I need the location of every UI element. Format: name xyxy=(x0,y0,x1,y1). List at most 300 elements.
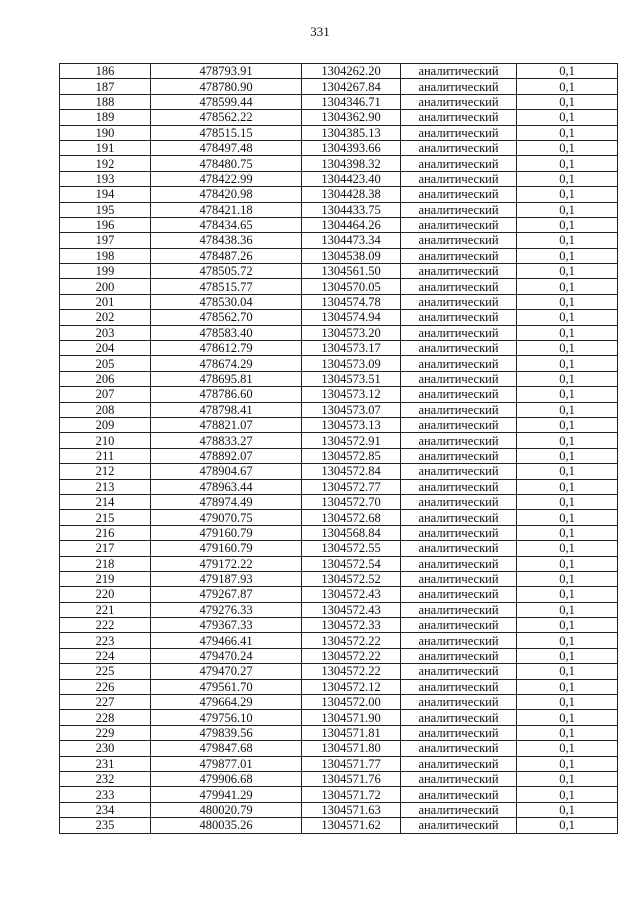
table-row xyxy=(60,664,618,679)
table-row xyxy=(60,264,618,279)
point-number-cell: 230 xyxy=(60,741,151,756)
table-row xyxy=(60,187,618,202)
accuracy-cell: 0,1 xyxy=(517,695,618,710)
point-number-cell: 234 xyxy=(60,802,151,817)
x-coordinate-cell: 479267.87 xyxy=(151,587,302,602)
method-cell: аналитический xyxy=(401,110,517,125)
y-coordinate-cell: 1304572.43 xyxy=(302,587,401,602)
x-coordinate-cell: 478780.90 xyxy=(151,79,302,94)
x-coordinate-cell: 478438.36 xyxy=(151,233,302,248)
table-row xyxy=(60,541,618,556)
table-row xyxy=(60,125,618,140)
point-number-cell: 227 xyxy=(60,695,151,710)
table-row xyxy=(60,417,618,432)
table-row xyxy=(60,787,618,802)
y-coordinate-cell: 1304573.51 xyxy=(302,371,401,386)
method-cell: аналитический xyxy=(401,433,517,448)
method-cell: аналитический xyxy=(401,417,517,432)
x-coordinate-cell: 478487.26 xyxy=(151,248,302,263)
accuracy-cell: 0,1 xyxy=(517,64,618,79)
point-number-cell: 222 xyxy=(60,618,151,633)
method-cell: аналитический xyxy=(401,741,517,756)
method-cell: аналитический xyxy=(401,187,517,202)
x-coordinate-cell: 479160.79 xyxy=(151,541,302,556)
method-cell: аналитический xyxy=(401,802,517,817)
accuracy-cell: 0,1 xyxy=(517,356,618,371)
method-cell: аналитический xyxy=(401,541,517,556)
point-number-cell: 213 xyxy=(60,479,151,494)
point-number-cell: 188 xyxy=(60,94,151,109)
method-cell: аналитический xyxy=(401,140,517,155)
point-number-cell: 187 xyxy=(60,79,151,94)
point-number-cell: 217 xyxy=(60,541,151,556)
method-cell: аналитический xyxy=(401,371,517,386)
y-coordinate-cell: 1304572.22 xyxy=(302,633,401,648)
y-coordinate-cell: 1304572.33 xyxy=(302,618,401,633)
method-cell: аналитический xyxy=(401,202,517,217)
x-coordinate-cell: 478515.15 xyxy=(151,125,302,140)
table-row xyxy=(60,679,618,694)
point-number-cell: 193 xyxy=(60,171,151,186)
y-coordinate-cell: 1304423.40 xyxy=(302,171,401,186)
x-coordinate-cell: 479839.56 xyxy=(151,725,302,740)
x-coordinate-cell: 479847.68 xyxy=(151,741,302,756)
x-coordinate-cell: 480020.79 xyxy=(151,802,302,817)
table-row xyxy=(60,525,618,540)
x-coordinate-cell: 479070.75 xyxy=(151,510,302,525)
x-coordinate-cell: 479466.41 xyxy=(151,633,302,648)
x-coordinate-cell: 478480.75 xyxy=(151,156,302,171)
method-cell: аналитический xyxy=(401,710,517,725)
method-cell: аналитический xyxy=(401,494,517,509)
table-row xyxy=(60,202,618,217)
y-coordinate-cell: 1304428.38 xyxy=(302,187,401,202)
y-coordinate-cell: 1304573.12 xyxy=(302,387,401,402)
point-number-cell: 194 xyxy=(60,187,151,202)
y-coordinate-cell: 1304572.12 xyxy=(302,679,401,694)
y-coordinate-cell: 1304571.77 xyxy=(302,756,401,771)
method-cell: аналитический xyxy=(401,310,517,325)
y-coordinate-cell: 1304572.84 xyxy=(302,464,401,479)
y-coordinate-cell: 1304385.13 xyxy=(302,125,401,140)
accuracy-cell: 0,1 xyxy=(517,217,618,232)
y-coordinate-cell: 1304362.90 xyxy=(302,110,401,125)
point-number-cell: 233 xyxy=(60,787,151,802)
x-coordinate-cell: 478963.44 xyxy=(151,479,302,494)
point-number-cell: 229 xyxy=(60,725,151,740)
accuracy-cell: 0,1 xyxy=(517,110,618,125)
method-cell: аналитический xyxy=(401,79,517,94)
x-coordinate-cell: 478833.27 xyxy=(151,433,302,448)
x-coordinate-cell: 479561.70 xyxy=(151,679,302,694)
table-row xyxy=(60,325,618,340)
method-cell: аналитический xyxy=(401,156,517,171)
method-cell: аналитический xyxy=(401,510,517,525)
y-coordinate-cell: 1304574.78 xyxy=(302,294,401,309)
table-row xyxy=(60,448,618,463)
x-coordinate-cell: 478674.29 xyxy=(151,356,302,371)
table-row xyxy=(60,771,618,786)
x-coordinate-cell: 479877.01 xyxy=(151,756,302,771)
point-number-cell: 195 xyxy=(60,202,151,217)
table-row xyxy=(60,433,618,448)
y-coordinate-cell: 1304393.66 xyxy=(302,140,401,155)
point-number-cell: 231 xyxy=(60,756,151,771)
method-cell: аналитический xyxy=(401,679,517,694)
y-coordinate-cell: 1304573.09 xyxy=(302,356,401,371)
x-coordinate-cell: 478904.67 xyxy=(151,464,302,479)
method-cell: аналитический xyxy=(401,587,517,602)
method-cell: аналитический xyxy=(401,771,517,786)
x-coordinate-cell: 479756.10 xyxy=(151,710,302,725)
table-row xyxy=(60,279,618,294)
point-number-cell: 210 xyxy=(60,433,151,448)
y-coordinate-cell: 1304571.76 xyxy=(302,771,401,786)
accuracy-cell: 0,1 xyxy=(517,310,618,325)
method-cell: аналитический xyxy=(401,448,517,463)
y-coordinate-cell: 1304572.77 xyxy=(302,479,401,494)
accuracy-cell: 0,1 xyxy=(517,464,618,479)
point-number-cell: 191 xyxy=(60,140,151,155)
accuracy-cell: 0,1 xyxy=(517,264,618,279)
x-coordinate-cell: 478515.77 xyxy=(151,279,302,294)
accuracy-cell: 0,1 xyxy=(517,741,618,756)
table-row xyxy=(60,602,618,617)
table-row xyxy=(60,802,618,817)
table-row xyxy=(60,217,618,232)
x-coordinate-cell: 478562.22 xyxy=(151,110,302,125)
table-row xyxy=(60,648,618,663)
accuracy-cell: 0,1 xyxy=(517,341,618,356)
y-coordinate-cell: 1304571.90 xyxy=(302,710,401,725)
accuracy-cell: 0,1 xyxy=(517,756,618,771)
point-number-cell: 224 xyxy=(60,648,151,663)
accuracy-cell: 0,1 xyxy=(517,202,618,217)
accuracy-cell: 0,1 xyxy=(517,818,618,833)
accuracy-cell: 0,1 xyxy=(517,79,618,94)
table-row xyxy=(60,695,618,710)
point-number-cell: 189 xyxy=(60,110,151,125)
table-row xyxy=(60,171,618,186)
method-cell: аналитический xyxy=(401,341,517,356)
accuracy-cell: 0,1 xyxy=(517,494,618,509)
point-number-cell: 200 xyxy=(60,279,151,294)
x-coordinate-cell: 478786.60 xyxy=(151,387,302,402)
x-coordinate-cell: 478583.40 xyxy=(151,325,302,340)
y-coordinate-cell: 1304574.94 xyxy=(302,310,401,325)
y-coordinate-cell: 1304398.32 xyxy=(302,156,401,171)
table-row xyxy=(60,356,618,371)
x-coordinate-cell: 478695.81 xyxy=(151,371,302,386)
table-row xyxy=(60,571,618,586)
accuracy-cell: 0,1 xyxy=(517,387,618,402)
accuracy-cell: 0,1 xyxy=(517,448,618,463)
table-row xyxy=(60,556,618,571)
accuracy-cell: 0,1 xyxy=(517,587,618,602)
accuracy-cell: 0,1 xyxy=(517,571,618,586)
method-cell: аналитический xyxy=(401,248,517,263)
table-row xyxy=(60,233,618,248)
method-cell: аналитический xyxy=(401,618,517,633)
point-number-cell: 235 xyxy=(60,818,151,833)
y-coordinate-cell: 1304572.68 xyxy=(302,510,401,525)
method-cell: аналитический xyxy=(401,94,517,109)
coordinates-table-body xyxy=(60,64,618,834)
table-row xyxy=(60,371,618,386)
x-coordinate-cell: 478434.65 xyxy=(151,217,302,232)
method-cell: аналитический xyxy=(401,571,517,586)
method-cell: аналитический xyxy=(401,402,517,417)
x-coordinate-cell: 479172.22 xyxy=(151,556,302,571)
table-row xyxy=(60,818,618,833)
table-row xyxy=(60,402,618,417)
accuracy-cell: 0,1 xyxy=(517,233,618,248)
point-number-cell: 196 xyxy=(60,217,151,232)
accuracy-cell: 0,1 xyxy=(517,433,618,448)
x-coordinate-cell: 478420.98 xyxy=(151,187,302,202)
method-cell: аналитический xyxy=(401,125,517,140)
table-row xyxy=(60,294,618,309)
accuracy-cell: 0,1 xyxy=(517,541,618,556)
table-row xyxy=(60,725,618,740)
y-coordinate-cell: 1304573.13 xyxy=(302,417,401,432)
accuracy-cell: 0,1 xyxy=(517,618,618,633)
accuracy-cell: 0,1 xyxy=(517,402,618,417)
y-coordinate-cell: 1304346.71 xyxy=(302,94,401,109)
method-cell: аналитический xyxy=(401,664,517,679)
x-coordinate-cell: 478562.70 xyxy=(151,310,302,325)
point-number-cell: 186 xyxy=(60,64,151,79)
accuracy-cell: 0,1 xyxy=(517,417,618,432)
accuracy-cell: 0,1 xyxy=(517,602,618,617)
y-coordinate-cell: 1304572.00 xyxy=(302,695,401,710)
point-number-cell: 190 xyxy=(60,125,151,140)
y-coordinate-cell: 1304571.63 xyxy=(302,802,401,817)
coordinates-table xyxy=(59,63,618,834)
y-coordinate-cell: 1304571.72 xyxy=(302,787,401,802)
table-row xyxy=(60,64,618,79)
method-cell: аналитический xyxy=(401,217,517,232)
method-cell: аналитический xyxy=(401,602,517,617)
method-cell: аналитический xyxy=(401,648,517,663)
x-coordinate-cell: 478505.72 xyxy=(151,264,302,279)
y-coordinate-cell: 1304572.91 xyxy=(302,433,401,448)
method-cell: аналитический xyxy=(401,233,517,248)
method-cell: аналитический xyxy=(401,787,517,802)
y-coordinate-cell: 1304561.50 xyxy=(302,264,401,279)
point-number-cell: 208 xyxy=(60,402,151,417)
point-number-cell: 221 xyxy=(60,602,151,617)
method-cell: аналитический xyxy=(401,479,517,494)
accuracy-cell: 0,1 xyxy=(517,725,618,740)
table-row xyxy=(60,310,618,325)
point-number-cell: 218 xyxy=(60,556,151,571)
point-number-cell: 207 xyxy=(60,387,151,402)
point-number-cell: 202 xyxy=(60,310,151,325)
method-cell: аналитический xyxy=(401,294,517,309)
y-coordinate-cell: 1304572.85 xyxy=(302,448,401,463)
table-row xyxy=(60,79,618,94)
method-cell: аналитический xyxy=(401,725,517,740)
accuracy-cell: 0,1 xyxy=(517,633,618,648)
point-number-cell: 201 xyxy=(60,294,151,309)
accuracy-cell: 0,1 xyxy=(517,156,618,171)
accuracy-cell: 0,1 xyxy=(517,279,618,294)
method-cell: аналитический xyxy=(401,264,517,279)
x-coordinate-cell: 478497.48 xyxy=(151,140,302,155)
point-number-cell: 205 xyxy=(60,356,151,371)
table-row xyxy=(60,248,618,263)
point-number-cell: 216 xyxy=(60,525,151,540)
y-coordinate-cell: 1304573.20 xyxy=(302,325,401,340)
method-cell: аналитический xyxy=(401,695,517,710)
y-coordinate-cell: 1304572.43 xyxy=(302,602,401,617)
x-coordinate-cell: 479470.24 xyxy=(151,648,302,663)
point-number-cell: 198 xyxy=(60,248,151,263)
method-cell: аналитический xyxy=(401,387,517,402)
x-coordinate-cell: 478599.44 xyxy=(151,94,302,109)
table-row xyxy=(60,387,618,402)
point-number-cell: 192 xyxy=(60,156,151,171)
y-coordinate-cell: 1304538.09 xyxy=(302,248,401,263)
accuracy-cell: 0,1 xyxy=(517,771,618,786)
table-row xyxy=(60,510,618,525)
x-coordinate-cell: 478821.07 xyxy=(151,417,302,432)
accuracy-cell: 0,1 xyxy=(517,525,618,540)
point-number-cell: 204 xyxy=(60,341,151,356)
y-coordinate-cell: 1304464.26 xyxy=(302,217,401,232)
accuracy-cell: 0,1 xyxy=(517,294,618,309)
y-coordinate-cell: 1304571.62 xyxy=(302,818,401,833)
method-cell: аналитический xyxy=(401,279,517,294)
method-cell: аналитический xyxy=(401,633,517,648)
accuracy-cell: 0,1 xyxy=(517,648,618,663)
method-cell: аналитический xyxy=(401,556,517,571)
accuracy-cell: 0,1 xyxy=(517,371,618,386)
table-row xyxy=(60,710,618,725)
table-row xyxy=(60,94,618,109)
point-number-cell: 214 xyxy=(60,494,151,509)
method-cell: аналитический xyxy=(401,525,517,540)
table-row xyxy=(60,494,618,509)
y-coordinate-cell: 1304572.70 xyxy=(302,494,401,509)
point-number-cell: 199 xyxy=(60,264,151,279)
x-coordinate-cell: 478798.41 xyxy=(151,402,302,417)
point-number-cell: 197 xyxy=(60,233,151,248)
y-coordinate-cell: 1304267.84 xyxy=(302,79,401,94)
point-number-cell: 232 xyxy=(60,771,151,786)
table-row xyxy=(60,618,618,633)
page-number: 331 xyxy=(310,24,330,39)
x-coordinate-cell: 479276.33 xyxy=(151,602,302,617)
point-number-cell: 220 xyxy=(60,587,151,602)
x-coordinate-cell: 479367.33 xyxy=(151,618,302,633)
accuracy-cell: 0,1 xyxy=(517,802,618,817)
x-coordinate-cell: 479906.68 xyxy=(151,771,302,786)
accuracy-cell: 0,1 xyxy=(517,248,618,263)
accuracy-cell: 0,1 xyxy=(517,479,618,494)
table-row xyxy=(60,464,618,479)
accuracy-cell: 0,1 xyxy=(517,171,618,186)
y-coordinate-cell: 1304572.55 xyxy=(302,541,401,556)
point-number-cell: 211 xyxy=(60,448,151,463)
method-cell: аналитический xyxy=(401,325,517,340)
y-coordinate-cell: 1304262.20 xyxy=(302,64,401,79)
point-number-cell: 219 xyxy=(60,571,151,586)
table-row xyxy=(60,140,618,155)
x-coordinate-cell: 478974.49 xyxy=(151,494,302,509)
x-coordinate-cell: 479470.27 xyxy=(151,664,302,679)
x-coordinate-cell: 480035.26 xyxy=(151,818,302,833)
table-row xyxy=(60,156,618,171)
y-coordinate-cell: 1304568.84 xyxy=(302,525,401,540)
table-row xyxy=(60,741,618,756)
accuracy-cell: 0,1 xyxy=(517,187,618,202)
x-coordinate-cell: 478612.79 xyxy=(151,341,302,356)
accuracy-cell: 0,1 xyxy=(517,140,618,155)
accuracy-cell: 0,1 xyxy=(517,94,618,109)
point-number-cell: 225 xyxy=(60,664,151,679)
point-number-cell: 206 xyxy=(60,371,151,386)
point-number-cell: 203 xyxy=(60,325,151,340)
y-coordinate-cell: 1304572.54 xyxy=(302,556,401,571)
x-coordinate-cell: 478793.91 xyxy=(151,64,302,79)
method-cell: аналитический xyxy=(401,464,517,479)
table-row xyxy=(60,341,618,356)
x-coordinate-cell: 479664.29 xyxy=(151,695,302,710)
point-number-cell: 223 xyxy=(60,633,151,648)
point-number-cell: 228 xyxy=(60,710,151,725)
y-coordinate-cell: 1304573.07 xyxy=(302,402,401,417)
accuracy-cell: 0,1 xyxy=(517,710,618,725)
x-coordinate-cell: 478421.18 xyxy=(151,202,302,217)
table-row xyxy=(60,587,618,602)
accuracy-cell: 0,1 xyxy=(517,664,618,679)
y-coordinate-cell: 1304473.34 xyxy=(302,233,401,248)
method-cell: аналитический xyxy=(401,171,517,186)
point-number-cell: 212 xyxy=(60,464,151,479)
accuracy-cell: 0,1 xyxy=(517,787,618,802)
accuracy-cell: 0,1 xyxy=(517,679,618,694)
method-cell: аналитический xyxy=(401,64,517,79)
y-coordinate-cell: 1304571.81 xyxy=(302,725,401,740)
y-coordinate-cell: 1304433.75 xyxy=(302,202,401,217)
method-cell: аналитический xyxy=(401,356,517,371)
x-coordinate-cell: 479941.29 xyxy=(151,787,302,802)
table-row xyxy=(60,479,618,494)
accuracy-cell: 0,1 xyxy=(517,556,618,571)
y-coordinate-cell: 1304572.22 xyxy=(302,664,401,679)
method-cell: аналитический xyxy=(401,756,517,771)
y-coordinate-cell: 1304570.05 xyxy=(302,279,401,294)
table-row xyxy=(60,756,618,771)
x-coordinate-cell: 479187.93 xyxy=(151,571,302,586)
point-number-cell: 209 xyxy=(60,417,151,432)
accuracy-cell: 0,1 xyxy=(517,125,618,140)
y-coordinate-cell: 1304573.17 xyxy=(302,341,401,356)
method-cell: аналитический xyxy=(401,818,517,833)
point-number-cell: 215 xyxy=(60,510,151,525)
accuracy-cell: 0,1 xyxy=(517,325,618,340)
y-coordinate-cell: 1304572.52 xyxy=(302,571,401,586)
x-coordinate-cell: 478422.99 xyxy=(151,171,302,186)
point-number-cell: 226 xyxy=(60,679,151,694)
x-coordinate-cell: 478892.07 xyxy=(151,448,302,463)
x-coordinate-cell: 478530.04 xyxy=(151,294,302,309)
x-coordinate-cell: 479160.79 xyxy=(151,525,302,540)
accuracy-cell: 0,1 xyxy=(517,510,618,525)
y-coordinate-cell: 1304572.22 xyxy=(302,648,401,663)
